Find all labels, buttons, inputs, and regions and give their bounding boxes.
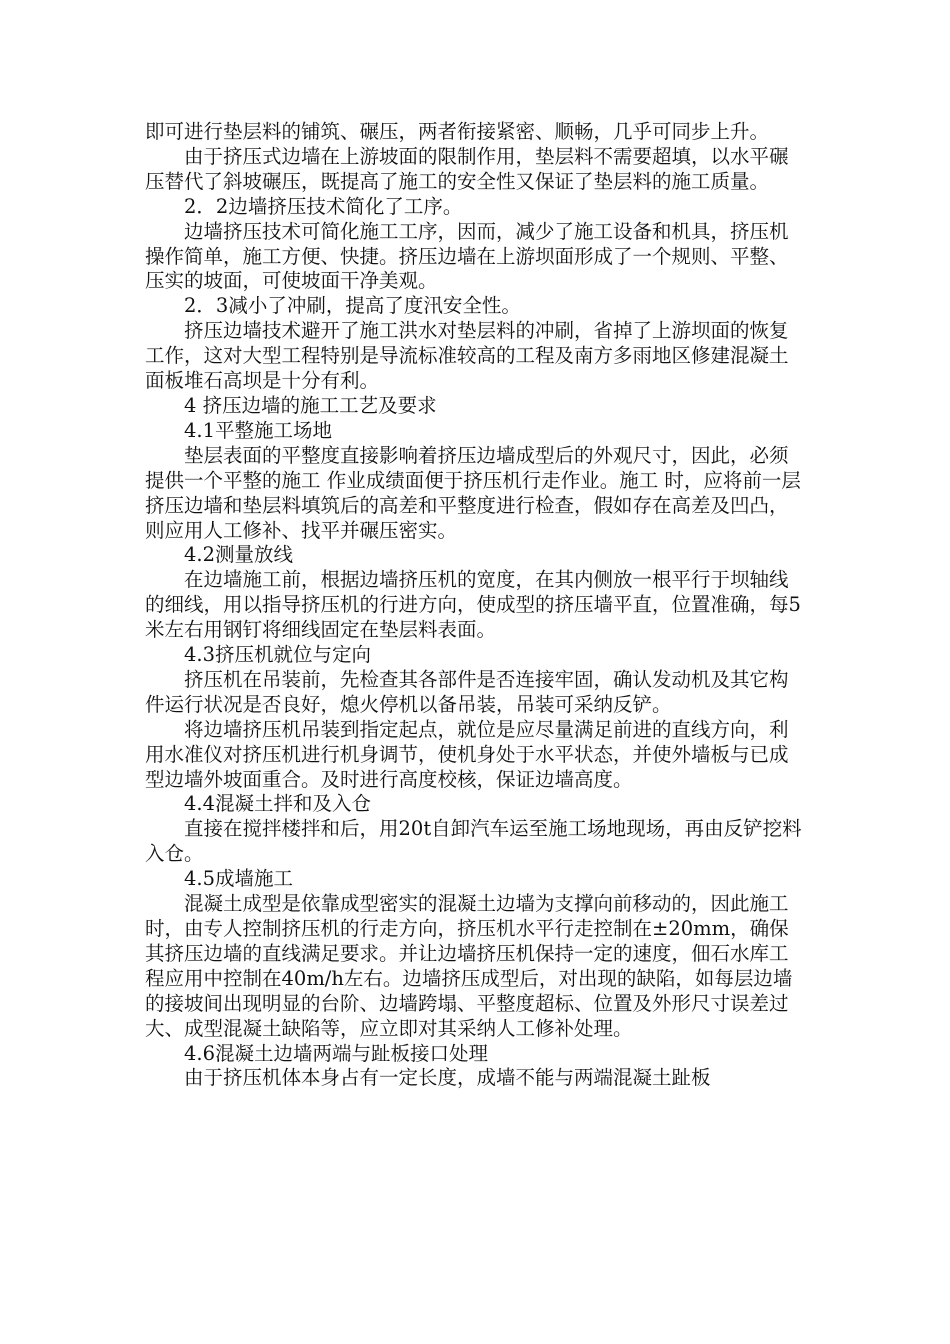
heading-4-5: 4.5成墙施工 bbox=[184, 867, 294, 891]
heading-4-2: 4.2测量放线 bbox=[184, 543, 294, 567]
paragraph-concrete-mixing: 直接在搅拌楼拌和后，用20t自卸汽车运至施工场地现场，再由反铲挖料入仓。 bbox=[145, 817, 802, 866]
paragraph-machine-check: 挤压机在吊装前，先检查其各部件是否连接牢固，确认发动机及其它构件运行状况是否良好，熄火停机以备吊装，吊装可采纳反铲。 bbox=[145, 667, 789, 716]
paragraph-flood-safety: 挤压边墙技术避开了施工洪水对垫层料的冲刷，省掉了上游坝面的恢复工作，这对大型工程特别是导流标准较高的工程及南方多雨地区修建混凝土面板堆石高坝是十分有利。 bbox=[145, 319, 789, 393]
paragraph-machine-positioning: 将边墙挤压机吊装到指定起点，就位是应尽量满足前进的直线方向，利用水准仪对挤压机进行机身调节，使机身处于水平状态，并使外墙板与已成型边墙外坡面重合。及时进行高度校核，保证边墙高度。 bbox=[145, 717, 789, 791]
heading-4-1: 4.1平整施工场地 bbox=[184, 418, 333, 442]
heading-4: 4 挤压边墙的施工工艺及要求 bbox=[184, 393, 437, 417]
heading-2-3: 2．3减小了冲刷，提高了度汛安全性。 bbox=[184, 294, 521, 318]
paragraph-site-leveling: 垫层表面的平整度直接影响着挤压边墙成型后的外观尺寸，因此，必须提供一个平整的施工 作业成绩面便于挤压机行走作业。施工 时，应将前一层挤压边墙和垫层料填筑后的高差和平整度进行检查，假如存在高差及凹凸，则应用人工修补、找平并碾压密实。 bbox=[145, 443, 801, 542]
heading-2-2: 2．2边墙挤压技术简化了工序。 bbox=[184, 194, 463, 218]
paragraph-simplified-process: 边墙挤压技术可简化施工工序，因而，减少了施工设备和机具，挤压机操作简单，施工方便、快捷。挤压边墙在上游坝面形成了一个规则、平整、压实的坡面，可使坡面干净美观。 bbox=[145, 219, 789, 293]
paragraph-end-treatment: 由于挤压机体本身占有一定长度，成墙不能与两端混凝土趾板 bbox=[184, 1066, 711, 1090]
paragraph-survey-layout: 在边墙施工前，根据边墙挤压机的宽度，在其内侧放一根平行于坝轴线的细线，用以指导挤压机的行进方向，使成型的挤压墙平直，位置准确，每5米左右用钢钉将细线固定在垫层料表面。 bbox=[145, 568, 801, 642]
paragraph-wall-construction: 混凝土成型是依靠成型密实的混凝土边墙为支撑向前移动的，因此施工时，由专人控制挤压机的行走方向，挤压机水平行走控制在±20mm，确保其挤压边墙的直线满足要求。并让边墙挤压机保持一定的速度，佃石水库工程应用中控制在40m/h左右。边墙挤压成型后，对出现的缺陷，如每层边墙的接坡间出现明显的台阶、边墙跨塌、平整度超标、位置及外形尺寸误差过大、成型混凝土缺陷等，应立即对其采纳人工修补处理。 bbox=[145, 892, 793, 1040]
document-body bbox=[145, 120, 805, 1091]
heading-4-6: 4.6混凝土边墙两端与趾板接口处理 bbox=[184, 1041, 489, 1065]
heading-4-4: 4.4混凝土拌和及入仓 bbox=[184, 792, 372, 816]
paragraph-cushion-benefit: 由于挤压式边墙在上游坡面的限制作用，垫层料不需要超填，以水平碾压替代了斜坡碾压，既提高了施工的安全性又保证了垫层料的施工质量。 bbox=[145, 144, 789, 193]
paragraph-continuation: 即可进行垫层料的铺筑、碾压，两者衔接紧密、顺畅，几乎可同步上升。 bbox=[145, 120, 770, 143]
heading-4-3: 4.3挤压机就位与定向 bbox=[184, 643, 372, 667]
